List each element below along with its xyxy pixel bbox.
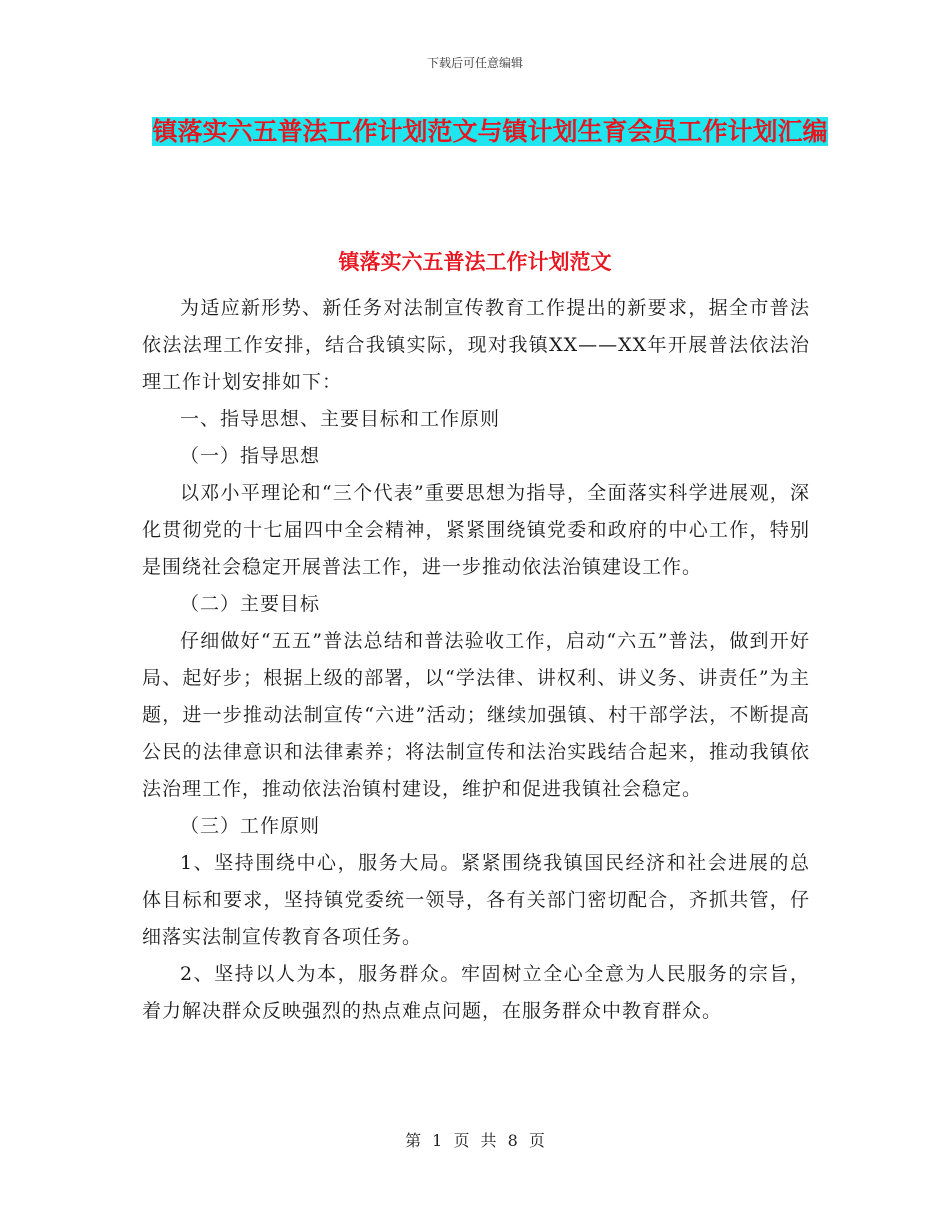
subheading-guiding-thought: （一）指导思想 — [180, 445, 321, 467]
document-title — [140, 108, 840, 156]
document-title-text: 镇落实六五普法工作计划范文与镇计划生育会员工作计划汇编 — [152, 117, 828, 146]
heading-1: 一、指导思想、主要目标和工作原则 — [180, 408, 501, 430]
paragraph-guiding-thought: 以邓小平理论和“三个代表”重要思想为指导，全面落实科学进展观，深化贯彻党的十七届四中全会精神，紧紧围绕镇党委和政府的中心工作，特别是围绕社会稳定开展普法工作，进一步推动依法治镇建设工作。 — [142, 482, 810, 578]
section-title: 镇落实六五普法工作计划范文 — [338, 249, 612, 274]
paragraph-principle-1: 1、坚持围绕中心，服务大局。紧紧围绕我镇国民经济和社会进展的总体目标和要求，坚持镇党委统一领导，各有关部门密切配合，齐抓共管，仔细落实法制宣传教育各项任务。 — [142, 852, 810, 948]
subheading-main-goals: （二）主要目标 — [180, 593, 321, 615]
subheading-principles: （三）工作原则 — [180, 815, 321, 837]
document-body — [142, 290, 810, 1030]
header-note: 下载后可任意编辑 — [426, 56, 523, 70]
page-footer: 第 1 页 共 8 页 — [405, 1131, 545, 1150]
paragraph-main-goals: 仔细做好“五五”普法总结和普法验收工作，启动“六五”普法，做到开好局、起好步；根据上级的部署，以“学法律、讲权利、讲义务、讲责任”为主题，进一步推动法制宣传“六进”活动；继续加强镇、村干部学法，不断提高公民的法律意识和法律素养；将法制宣传和法治实践结合起来，推动我镇依法治理工作，推动依法治镇村建设，维护和促进我镇社会稳定。 — [142, 630, 810, 800]
paragraph-intro: 为适应新形势、新任务对法制宣传教育工作提出的新要求，据全市普法依法法理工作安排，结合我镇实际，现对我镇XX——XX年开展普法依法治理工作计划安排如下： — [142, 297, 810, 393]
paragraph-principle-2: 2、坚持以人为本，服务群众。牢固树立全心全意为人民服务的宗旨，着力解决群众反映强烈的热点难点问题，在服务群众中教育群众。 — [142, 963, 810, 1022]
